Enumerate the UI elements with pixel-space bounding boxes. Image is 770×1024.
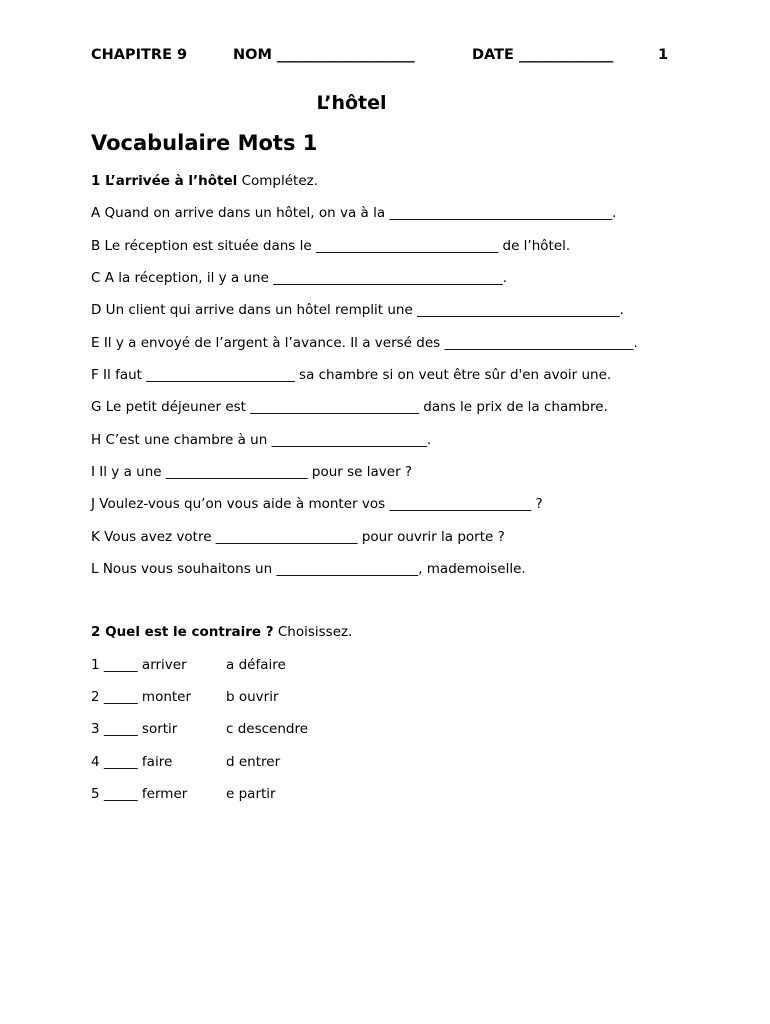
matching-row [91,689,279,705]
exercise1-item-a: A Quand on arrive dans un hôtel, on va à la _________________________________. [91,205,617,221]
exercise1-item-h: H C’est une chambre à un _______________________. [91,432,432,448]
matching-left: 1 _____ arriver [91,657,187,673]
matching-left: 4 _____ faire [91,754,173,770]
chapter-label: CHAPITRE 9 [91,47,188,63]
exercise2-heading-instruction: Choisissez. [273,624,353,640]
exercise1-item-k: K Vous avez votre _____________________ pour ouvrir la porte ? [91,529,505,545]
exercise1-item-l: L Nous vous souhaitons un _____________________, mademoiselle. [91,561,526,577]
page-title: L’hôtel [316,92,387,114]
page-number: 1 [658,47,669,63]
matching-right: c descendre [226,721,309,737]
exercise2-heading [91,624,352,640]
matching-right: e partir [226,786,276,802]
exercise2-heading-bold: 2 Quel est le contraire ? [91,624,274,640]
matching-row [91,721,308,737]
exercise1-heading-instruction: Complétez. [237,173,319,189]
exercise1-item-g: G Le petit déjeuner est _________________________ dans le prix de la chambre. [91,399,608,415]
exercise1-item-j: J Voulez-vous qu’on vous aide à monter vos _____________________ ? [91,496,543,512]
matching-left: 3 _____ sortir [91,721,178,737]
exercise1-item-d: D Un client qui arrive dans un hôtel remplit une ______________________________. [91,302,624,318]
matching-row [91,754,280,770]
exercise1-heading [91,173,318,189]
matching-left: 2 _____ monter [91,689,192,705]
exercise1-item-i: I Il y a une _____________________ pour se laver ? [91,464,413,480]
exercise1-item-c: C A la réception, il y a une __________________________________. [91,270,507,286]
matching-right: a défaire [226,657,286,673]
matching-row [91,786,276,802]
exercise1-item-f: F Il faut ______________________ sa chambre si on veut être sûr d'en avoir une. [91,367,612,383]
exercise1-heading-bold: 1 L’arrivée à l’hôtel [91,173,238,189]
matching-right: d entrer [226,754,281,770]
exercise1-item-e: E Il y a envoyé de l’argent à l’avance. Il a versé des ____________________________. [91,335,638,351]
date-field: DATE _____________ [472,47,614,63]
name-field: NOM ___________________ [233,47,415,63]
exercise1-item-b: B Le réception est située dans le ___________________________ de l’hôtel. [91,238,571,254]
matching-left: 5 _____ fermer [91,786,188,802]
section-title: Vocabulaire Mots 1 [91,131,318,155]
matching-row [91,657,286,673]
worksheet-header [91,47,671,67]
matching-right: b ouvrir [226,689,279,705]
